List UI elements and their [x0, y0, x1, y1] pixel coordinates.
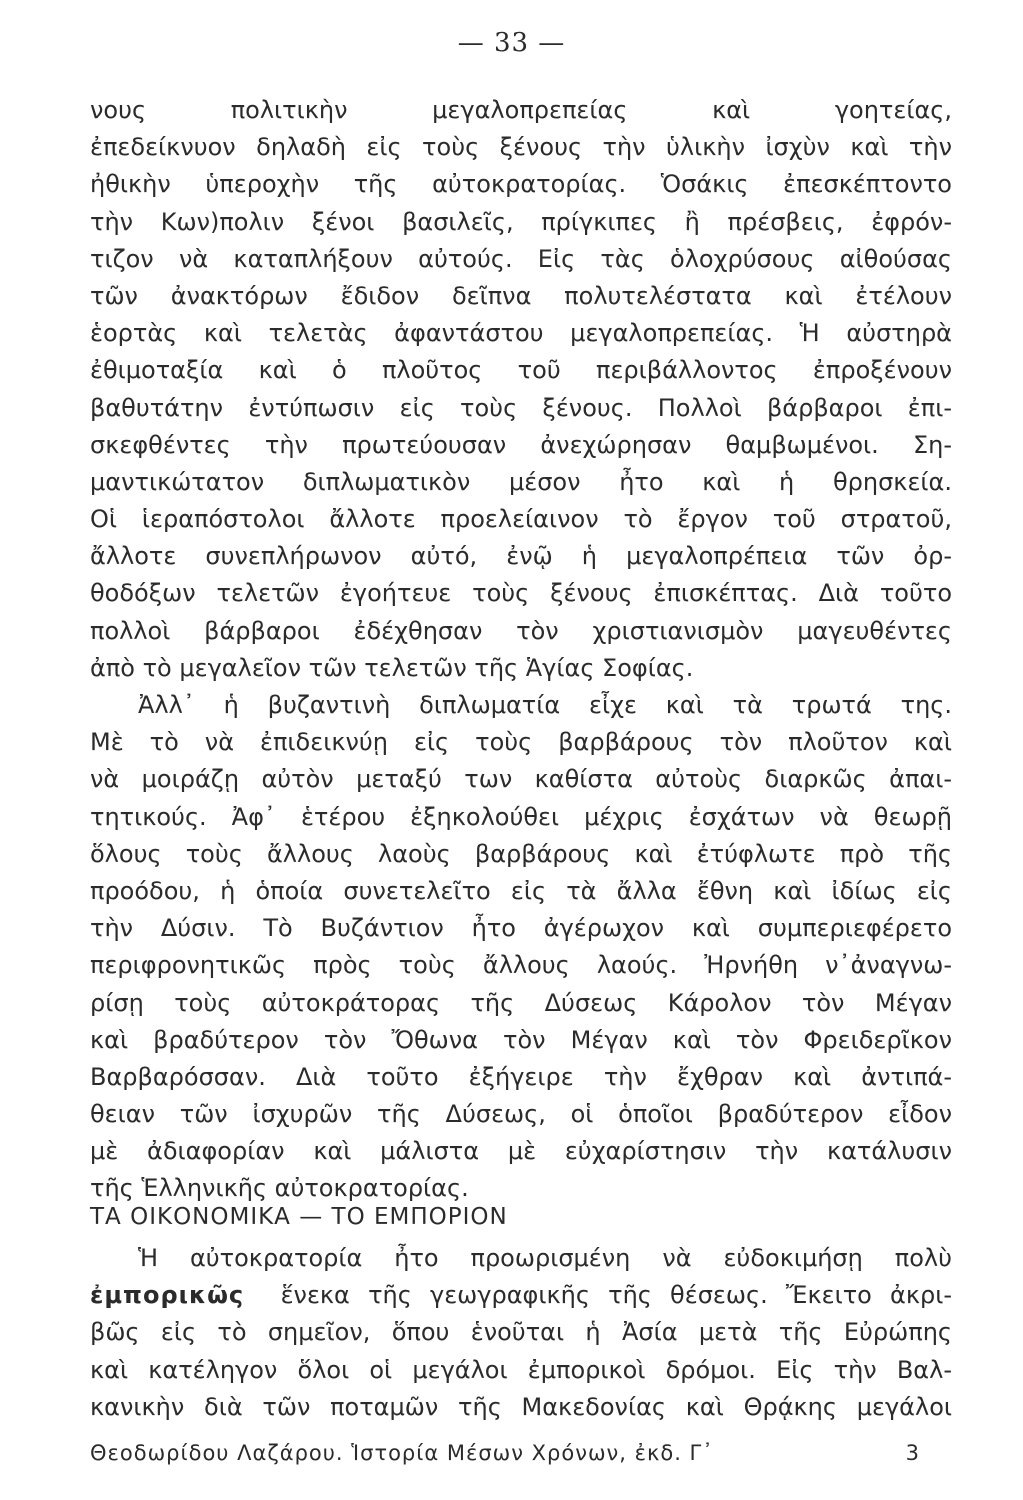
text-line: τῆς Ἑλληνικῆς αὐτοκρατορίας. — [90, 1174, 469, 1203]
text-line: τητικούς. Ἀφ᾽ ἑτέρου ἐξηκολούθει μέχρις ἐσχάτων νὰ θεωρῇ — [90, 802, 952, 831]
text-line: θοδόξων τελετῶν ἐγοήτευε τοὺς ξένους ἐπισκέπτας. Διὰ τοῦτο — [90, 579, 952, 608]
text-line: πολλοὶ βάρβαροι ἐδέχθησαν τὸν χριστιανισμὸν μαγευθέντες — [90, 616, 952, 645]
text-line: ἐθιμοταξία καὶ ὁ πλοῦτος τοῦ περιβάλλοντος ἐπροξένουν — [90, 356, 952, 385]
footer-citation: Θεοδωρίδου Λαζάρου. Ἱστορία Μέσων Χρόνων, ἐκδ. Γ᾽ — [90, 1441, 714, 1465]
text-line: νους πολιτικὴν μεγαλοπρεπείας καὶ γοητείας, — [90, 96, 952, 124]
text-line: βῶς εἰς τὸ σημεῖον, ὅπου ἑνοῦται ἡ Ἀσία μετὰ τῆς Εὐρώπης — [90, 1318, 952, 1347]
text-line: ὅλους τοὺς ἄλλους λαοὺς βαρβάρους καὶ ἐτύφλωτε πρὸ τῆς — [90, 839, 952, 868]
text-line: τῶν ἀνακτόρων ἔδιδον δεῖπνα πολυτελέστατα καὶ ἐτέλουν — [90, 281, 952, 310]
text-line-with-emphasis — [90, 1277, 952, 1314]
text-line: σκεφθέντες τὴν πρωτεύουσαν ἀνεχώρησαν θαμβωμένοι. Ση- — [90, 430, 952, 459]
text-line: ἠθικὴν ὑπεροχὴν τῆς αὐτοκρατορίας. Ὁσάκις ἐπεσκέπτοντο — [90, 170, 952, 199]
text-line: κανικὴν διὰ τῶν ποταμῶν τῆς Μακεδονίας καὶ Θρᾴκης μεγάλοι — [90, 1392, 952, 1421]
text-line: προόδου, ἡ ὁποία συνετελεῖτο εἰς τὰ ἄλλα ἔθνη καὶ ἰδίως εἰς — [90, 876, 952, 905]
text-line: μὲ ἀδιαφορίαν καὶ μάλιστα μὲ εὐχαρίστησιν τὴν κατάλυσιν — [90, 1137, 952, 1166]
text-line: καὶ κατέληγον ὅλοι οἱ μεγάλοι ἐμπορικοὶ δρόμοι. Εἰς τὴν Βαλ- — [90, 1355, 952, 1384]
text-line: Οἱ ἱεραπόστολοι ἄλλοτε προελείαινον τὸ ἔργον τοῦ στρατοῦ, — [90, 505, 952, 534]
text-line: Ἡ αὐτοκρατορία ἦτο προωρισμένη νὰ εὐδοκιμήσῃ πολὺ — [138, 1244, 952, 1272]
text-line: Βαρβαρόσσαν. Διὰ τοῦτο ἐξήγειρε τὴν ἔχθραν καὶ ἀντιπά- — [90, 1062, 952, 1091]
text-span: ἕνεκα τῆς γεωγραφικῆς τῆς θέσεως. Ἔκειτο ἀκρι- — [280, 1281, 952, 1310]
page-number: — 33 — — [457, 28, 566, 58]
text-line: θειαν τῶν ἰσχυρῶν τῆς Δύσεως, οἱ ὁποῖοι βραδύτερον εἶδον — [90, 1100, 952, 1129]
paragraph-1-and-2 — [90, 92, 952, 1208]
text-line: τιζον νὰ καταπλήξουν αὐτούς. Εἰς τὰς ὁλοχρύσους αἰθούσας — [90, 244, 952, 273]
text-line: καὶ βραδύτερον τὸν Ὄθωνα τὸν Μέγαν καὶ τὸν Φρειδερῖκον — [90, 1025, 952, 1054]
text-line: βαθυτάτην ἐντύπωσιν εἰς τοὺς ξένους. Πολλοὶ βάρβαροι ἐπι- — [90, 393, 952, 422]
text-line: μαντικώτατον διπλωματικὸν μέσον ἦτο καὶ ἡ θρησκεία. — [90, 467, 952, 496]
text-line: ἀπὸ τὸ μεγαλεῖον τῶν τελετῶν τῆς Ἁγίας Σοφίας. — [90, 653, 694, 682]
text-line: ἑορτὰς καὶ τελετὰς ἀφαντάστου μεγαλοπρεπείας. Ἡ αὐστηρὰ — [90, 319, 952, 348]
signature-mark: 3 — [905, 1441, 919, 1465]
text-line: ρίσῃ τοὺς αὐτοκράτορας τῆς Δύσεως Κάρολον τὸν Μέγαν — [90, 988, 952, 1017]
text-line: περιφρονητικῶς πρὸς τοὺς ἄλλους λαούς. Ἠρνήθη ν᾽ἀναγνω- — [90, 951, 952, 980]
paragraph-3 — [90, 1240, 952, 1426]
text-line: Μὲ τὸ νὰ ἐπιδεικνύῃ εἰς τοὺς βαρβάρους τὸν πλοῦτον καὶ — [90, 728, 952, 757]
section-heading: ΤΑ ΟΙΚΟΝΟΜΙΚΑ — ΤΟ ΕΜΠΟΡΙΟΝ — [90, 1204, 508, 1230]
text-line: ἐπεδείκνυον δηλαδὴ εἰς τοὺς ξένους τὴν ὑλικὴν ἰσχὺν καὶ τὴν — [90, 133, 952, 162]
text-line: τὴν Δύσιν. Τὸ Βυζάντιον ἦτο ἀγέρωχον καὶ συμπεριεφέρετο — [90, 914, 952, 943]
emphasized-word: ἐμπορικῶς — [90, 1281, 245, 1310]
text-line: νὰ μοιράζῃ αὐτὸν μεταξύ των καθίστα αὐτοὺς διαρκῶς ἀπαι- — [90, 765, 952, 794]
text-line: ἄλλοτε συνεπλήρωνον αὐτό, ἐνῷ ἡ μεγαλοπρέπεια τῶν ὀρ- — [90, 542, 952, 571]
text-line: τὴν Κων)πολιν ξένοι βασιλεῖς, πρίγκιπες ἢ πρέσβεις, ἐφρόν- — [90, 207, 952, 236]
text-line: Ἀλλ᾽ ἡ βυζαντινὴ διπλωματία εἶχε καὶ τὰ τρωτά της. — [138, 691, 952, 719]
